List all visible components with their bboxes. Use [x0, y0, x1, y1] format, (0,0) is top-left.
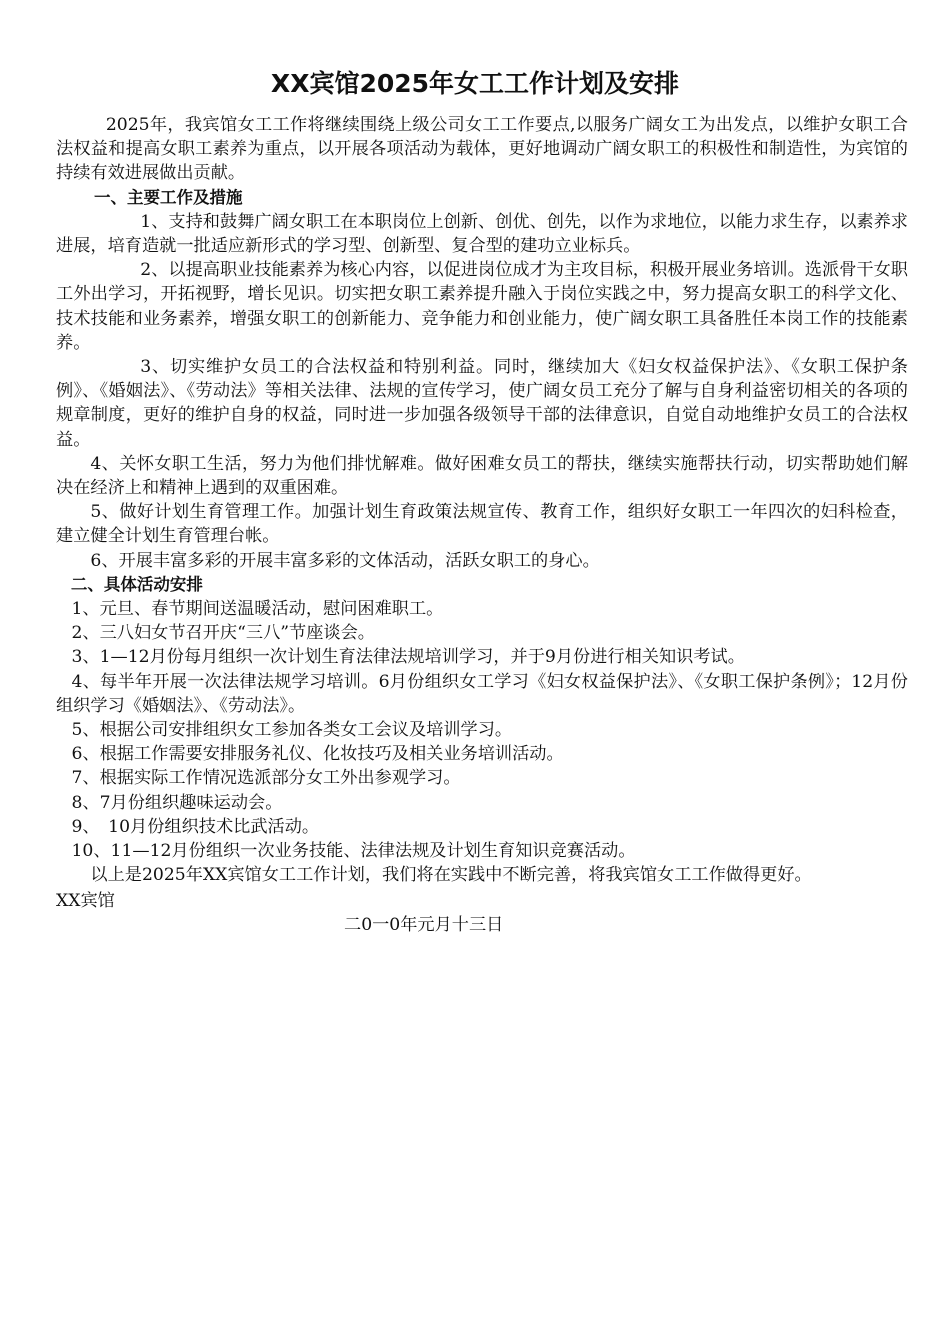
document-body [56, 113, 908, 937]
section1-item: 6、开展丰富多彩的开展丰富多彩的文体活动，活跃女职工的身心。 [90, 550, 600, 571]
activity-item: 8、7月份组织趣味运动会。 [71, 792, 283, 813]
section1-item: 4、关怀女职工生活，努力为他们排忧解难。做好困难女员工的帮扶，继续实施帮扶行动，切实帮助她们解决在经济上和精神上遇到的双重困难。 [56, 453, 908, 499]
section1-item: 3、切实维护女员工的合法权益和特别利益。同时，继续加大《妇女权益保护法》、《女职工保护条例》、《婚姻法》、《劳动法》等相关法律、法规的宣传学习，使广阔女员工充分了解与自身利益密切相关的各项的规章制度，更好的维护自身的权益，同时进一步加强各级领导干部的法律意识，自觉自动地维护女员工的合法权益。 [56, 357, 908, 450]
section2-heading: 二、具体活动安排 [70, 574, 203, 594]
section1-item: 2、以提高职业技能素养为核心内容，以促进岗位成才为主攻目标，积极开展业务培训。选派骨干女职工外出学习，开拓视野，增长见识。切实把女职工素养提升融入于岗位实践之中，努力提高女职工的科学文化、技术技能和业务素养，增强女职工的创新能力、竞争能力和创业能力，使广阔女职工具备胜任本岗工作的技能素养。 [56, 260, 908, 353]
activity-item: 2、三八妇女节召开庆“三八”节座谈会。 [71, 623, 375, 644]
activity-item: 4、每半年开展一次法律法规学习培训。6月份组织女工学习《妇女权益保护法》、《女职工保护条例》；12月份组织学习《婚姻法》、《劳动法》。 [56, 671, 908, 716]
closing-paragraph: 以上是2025年XX宾馆女工工作计划，我们将在实践中不断完善，将我宾馆女工工作做得更好。 [90, 865, 812, 886]
section1-item: 1、支持和鼓舞广阔女职工在本职岗位上创新、创优、创先，以作为求地位，以能力求生存，以素养求进展，培育造就一批适应新形式的学习型、创新型、复合型的建功立业标兵。 [56, 211, 908, 257]
activity-item: 3、1—12月份每月组织一次计划生育法律法规培训学习，并于9月份进行相关知识考试。 [71, 647, 745, 668]
activity-item: 9、 10月份组织技术比武活动。 [71, 816, 320, 837]
section1-heading: 一、主要工作及措施 [93, 187, 243, 207]
intro-paragraph: 2025年，我宾馆女工工作将继续围绕上级公司女工工作要点,以服务广阔女工为出发点，以维护女职工合法权益和提高女职工素养为重点，以开展各项活动为载体，更好地调动广阔女职工的积极性和制造性，为宾馆的持续有效进展做出贡献。 [56, 115, 908, 184]
document-title: XX宾馆2025年女工工作计划及安排 [270, 69, 680, 98]
activity-item: 6、根据工作需要安排服务礼仪、化妆技巧及相关业务培训活动。 [71, 744, 564, 765]
section1-item: 5、做好计划生育管理工作。加强计划生育政策法规宣传、教育工作，组织好女职工一年四次的妇科检查，建立健全计划生育管理台帐。 [56, 502, 908, 547]
activity-item: 5、根据公司安排组织女工参加各类女工会议及培训学习。 [71, 720, 513, 741]
signature: XX宾馆 [56, 890, 115, 911]
activity-item: 1、元旦、春节期间送温暖活动，慰问困难职工。 [71, 599, 444, 620]
document-date: 二0一0年元月十三日 [344, 914, 504, 935]
activity-item: 10、11—12月份组织一次业务技能、法律法规及计划生育知识竞赛活动。 [71, 841, 636, 862]
activity-item: 7、根据实际工作情况选派部分女工外出参观学习。 [71, 768, 461, 789]
